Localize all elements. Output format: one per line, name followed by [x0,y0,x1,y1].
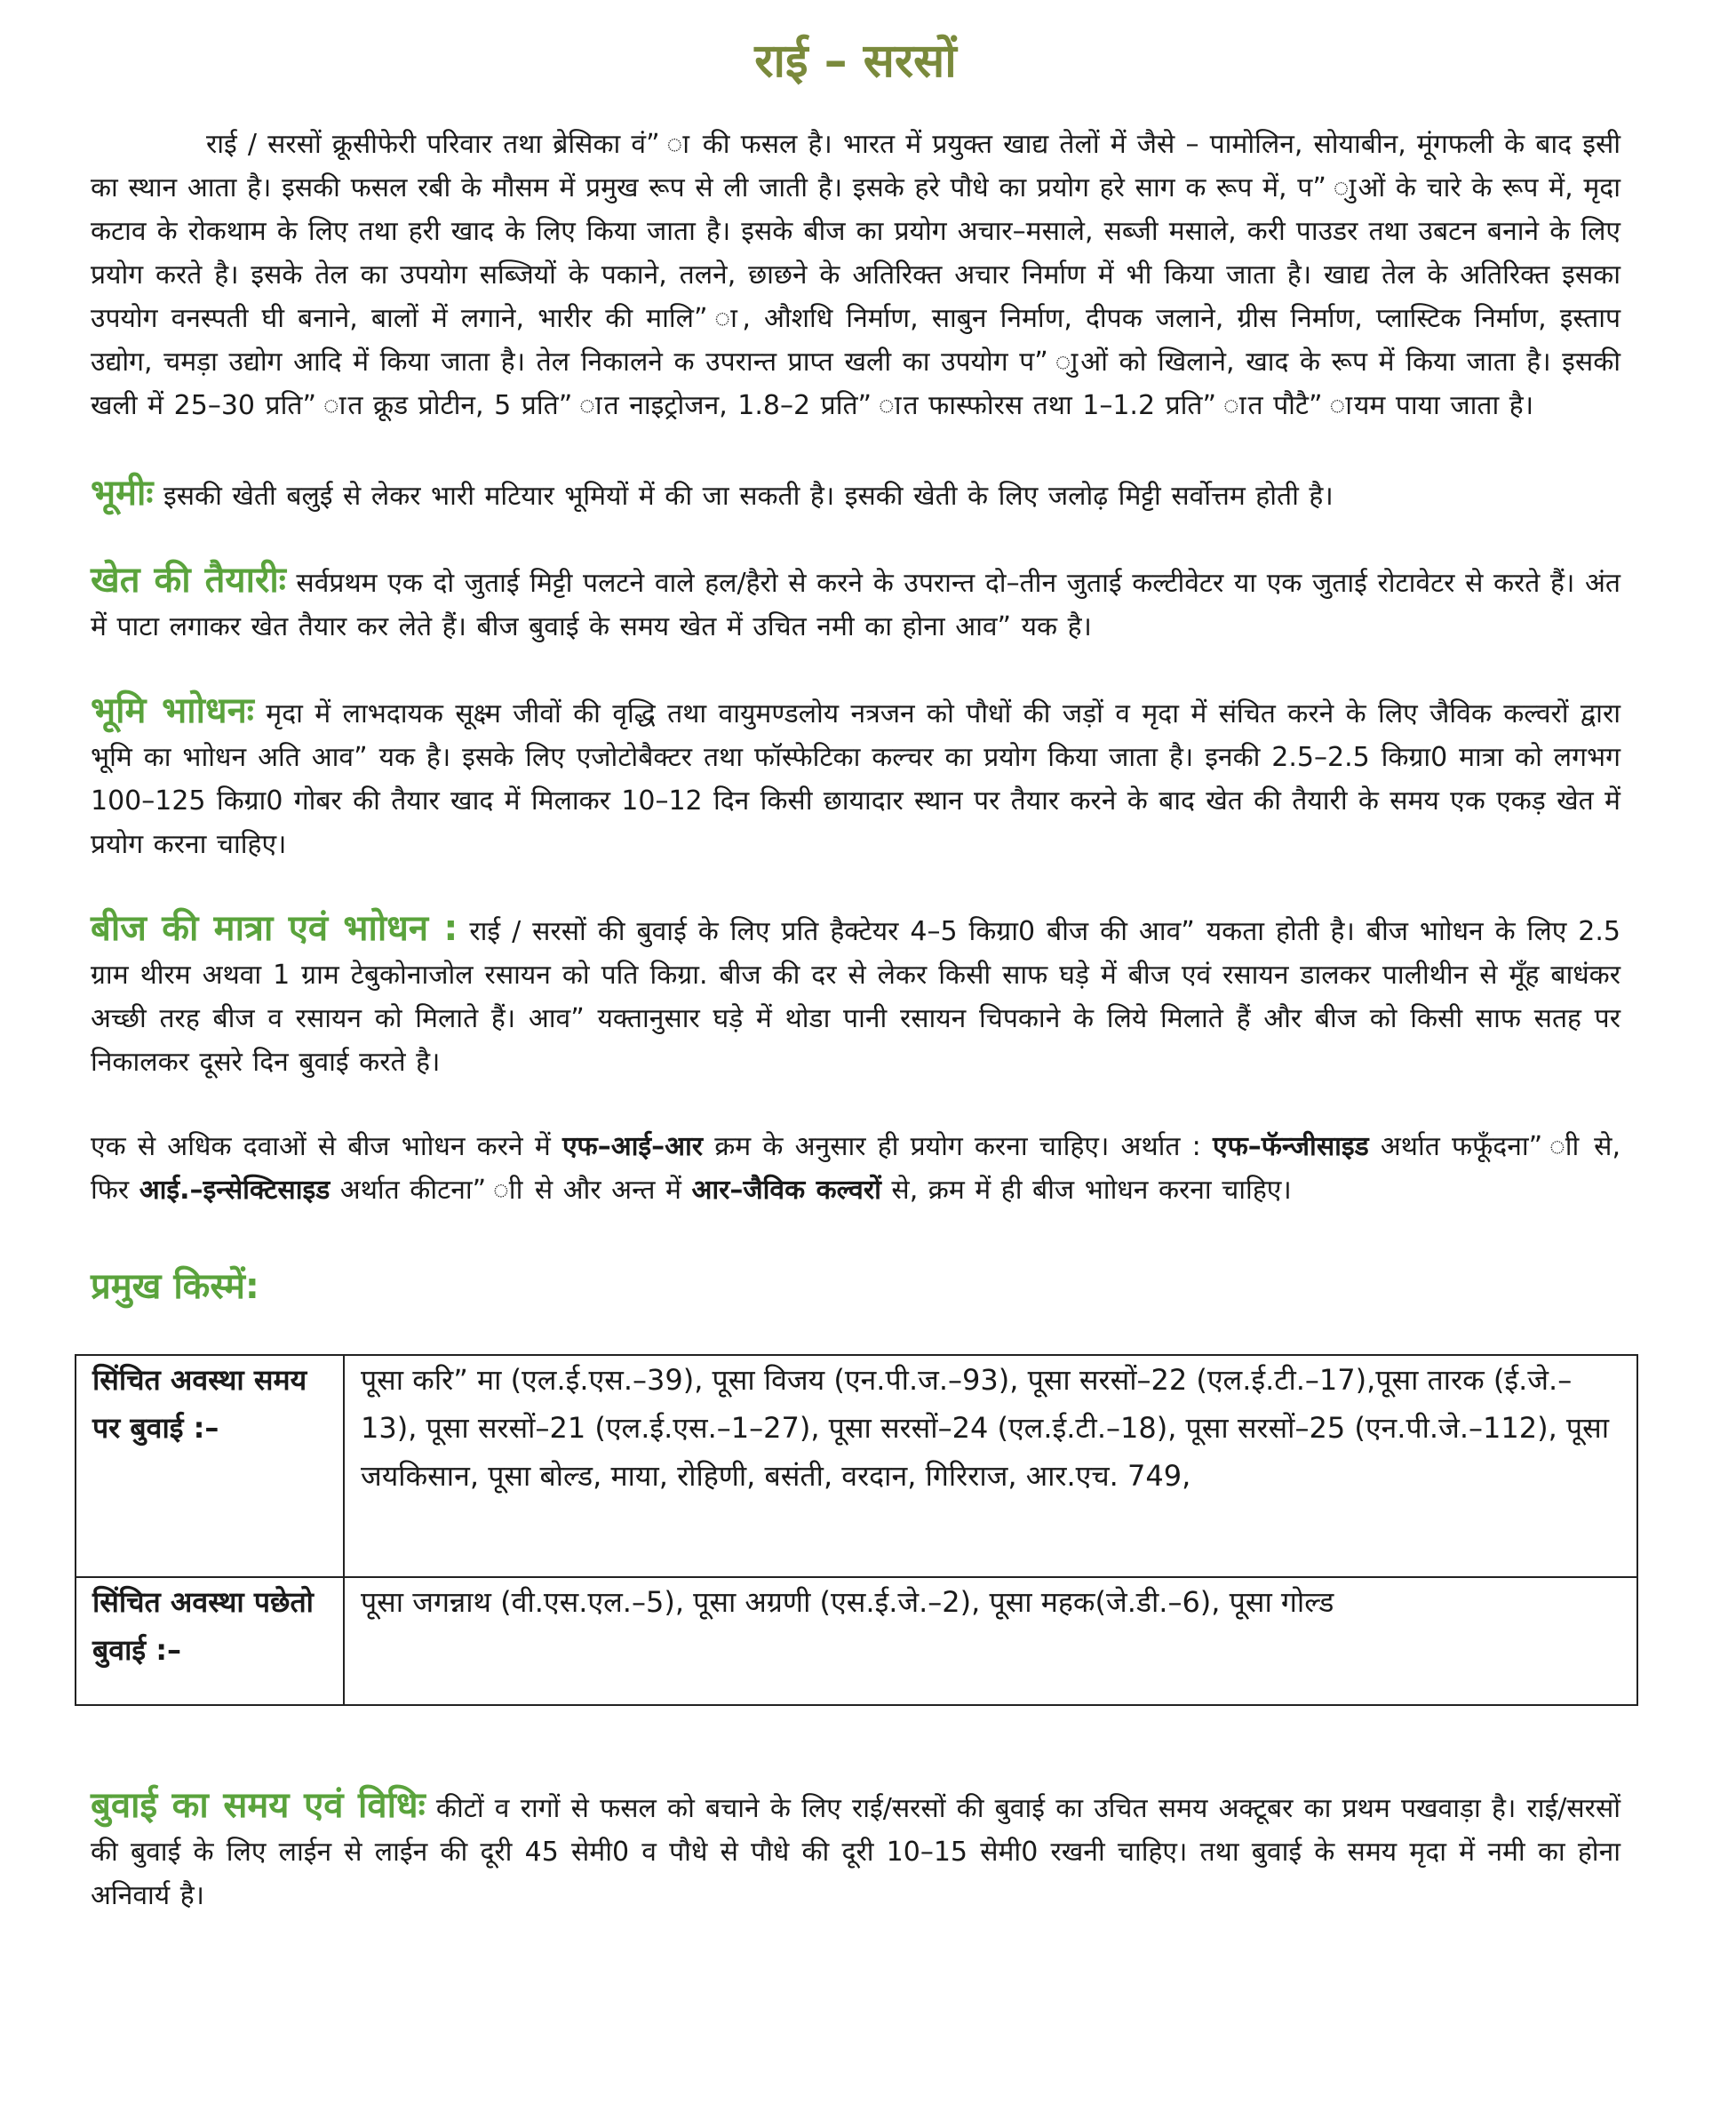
sowing-section [91,1784,1621,1917]
variety-label-cell: सिंचित अवस्था समय पर बुवाई :– [76,1355,344,1577]
soil-heading: भूमीः [91,473,154,514]
intro-paragraph: राई / सरसों क्रूसीफेरी परिवार तथा ब्रेसिका वं” ा की फसल है। भारत में प्रयुक्त खाद्य तेलों में जैसे – पामोलिन, सोयाबीन, मूंगफली के बाद इसी का स्थान आता है। इसकी फसल रबी के मौसम में प्रमुख रूप से ली जाती है। इसके हरे पौधे का प्रयोग हरे साग क रूप में, प” ाुओं के चारे के रूप में, मृदा कटाव के रोकथाम के लिए तथा हरी खाद के लिए किया जाता है। इसके बीज का प्रयोग अचार–मसाले, सब्जी मसाले, करी पाउडर तथा उबटन बनाने के लिए प्रयोग करते है। इसके तेल का उपयोग सब्जियों के पकाने, तलने, छाछने के अतिरिक्त अचार निर्माण में भी किया जाता है। खाद्य तेल के अतिरिक्त इसका उपयोग वनस्पती घी बनाने, बालों में लगाने, भारीर की मालि” ा, औशधि निर्माण, साबुन निर्माण, दीपक जलाने, ग्रीस निर्माण, प्लास्टिक निर्माण, इस्ताप उद्योग, चमड़ा उद्योग आदि में किया जाता है। तेल निकालने क उपरान्त प्राप्त खली का उपयोग प” ाुओं को खिलाने, खाद के रूप में किया जाता है। इसकी खली में 25–30 प्रति” ात क्रूड प्रोटीन, 5 प्रति” ात नाइट्रोजन, 1.8–2 प्रति” ात फास्फोरस तथा 1–1.2 प्रति” ात पौटै” ायम पाया जाता है। [91,129,1621,422]
fir-text-3: अर्थात फफूँदना” ाी से, फिर [91,1131,1621,1207]
variety-label-cell: सिंचित अवस्था पछेतो बुवाई :– [76,1577,344,1705]
field-prep-text: सर्वप्रथम एक दो जुताई मिट्टी पलटने वाले हल/हैरो से करने के उपरान्त दो–तीन जुताई कल्टीवेटर या एक जुताई रोटावेटर से करते हैं। अंत में पाटा लगाकर खेत तैयार कर लेते हैं। बीज बुवाई के समय खेत में उचित नमी का होना आव” यक है। [91,568,1621,643]
field-prep-heading: खेत की तैयारीः [91,560,286,602]
seed-text: राई / सरसों की बुवाई के लिए प्रति हैक्टेयर 4–5 किग्रा0 बीज की आव” यकता होती है। बीज भाोधन के लिए 2.5 ग्राम थीरम अथवा 1 ग्राम टेबुकोनाजोल रसायन को पति किग्रा. बीज की दर से लेकर किसी साफ घड़े में बीज एवं रसायन डालकर पालीथीन से मूँह बाधंकर अच्छी तरह बीज व रसायन को मिलाते हैं। आव” यक्तानुसार घड़े में थोडा पानी रसायन चिपकाने के लिये मिलाते हैं और बीज को किसी साफ सतह पर निकालकर दूसरे दिन बुवाई करते है। [91,916,1621,1079]
fir-text-5: से, क्रम में ही बीज भाोधन करना चाहिए। [880,1175,1292,1207]
sowing-heading: बुवाई का समय एवं विधिः [91,1785,426,1827]
table-row [76,1355,1637,1577]
varieties-heading: प्रमुख किस्में: [91,1266,259,1308]
fir-paragraph [91,1125,1621,1212]
fir-text-1: एक से अधिक दवाओं से बीज भाोधन करने में [91,1131,562,1163]
seed-heading: बीज की मात्रा एवं भाोधन : [91,908,458,950]
seed-section [91,907,1621,1084]
fir-bold-3: आई.–इन्सेक्टिसाइड [139,1175,330,1207]
sowing-text: कीटों व रागों से फसल को बचाने के लिए राई/सरसों की बुवाई का उचित समय अक्टूबर का प्रथम पखवाड़ा है। राई/सरसों की बुवाई के लिए लाईन से लाईन की दूरी 45 सेमी0 व पौधे से पौधे की दूरी 10–15 सेमी0 रखनी चाहिए। तथा बुवाई के समय मृदा में नमी का होना अनिवार्य है। [91,1793,1621,1912]
soil-text: इसकी खेती बलुई से लेकर भारी मटियार भूमियों में की जा सकती है। इसकी खेती के लिए जलोढ़ मिट्टी सर्वोत्तम होती है। [153,481,1334,513]
variety-value-cell: पूसा जगन्नाथ (वी.एस.एल.–5), पूसा अग्रणी (एस.ई.जे.–2), पूसा महक(जे.डी.–6), पूसा गोल्ड [344,1577,1637,1705]
field-prep-section [91,559,1621,649]
table-row [76,1577,1637,1705]
fir-bold-2: एफ–फॅन्जीसाइड [1213,1131,1369,1163]
fir-bold-1: एफ–आई–आर [561,1131,704,1163]
fir-bold-4: आर–जैविक कल्वरों [691,1175,881,1207]
fir-text-4: अर्थात कीटना” ाी से और अन्त में [330,1175,692,1207]
soil-treatment-heading: भूमि भाोधनः [91,690,254,732]
soil-treatment-text: मृदा में लाभदायक सूक्ष्म जीवों की वृद्धि तथा वायुमण्डलोय नत्रजन को पौधों की जड़ों व मृदा में संचित करने के लिए जैविक कल्वरों द्वारा भूमि का भाोधन अति आव” यक है। इसके लिए एजोटोबैक्टर तथा फॉस्फेटिका कल्चर का प्रयोग किया जाता है। इनकी 2.5–2.5 किग्रा0 मात्रा को लगभग 100–125 किग्रा0 गोबर की तैयार खाद में मिलाकर 10–12 दिन किसी छायादार स्थान पर तैयार करने के बाद खेत की तैयारी के समय एक एकड़ खेत में प्रयोग करना चाहिए। [91,698,1621,861]
soil-section [91,472,1621,518]
soil-treatment-section [91,689,1621,866]
page-title: राई – सरसों [754,35,957,88]
variety-value-cell: पूसा करि” मा (एल.ई.एस.–39), पूसा विजय (एन.पी.ज.–93), पूसा सरसों–22 (एल.ई.टी.–17),पूसा तारक (ई.जे.–13), पूसा सरसों–21 (एल.ई.एस.–1–27), पूसा सरसों–24 (एल.ई.टी.–18), पूसा सरसों–25 (एन.पी.जे.–112), पूसा जयकिसान, पूसा बोल्ड, माया, रोहिणी, बसंती, वरदान, गिरिराज, आर.एच. 749, [344,1355,1637,1577]
fir-text-2: क्रम के अनुसार ही प्रयोग करना चाहिए। अर्थात : [703,1131,1213,1163]
varieties-table [75,1354,1638,1706]
